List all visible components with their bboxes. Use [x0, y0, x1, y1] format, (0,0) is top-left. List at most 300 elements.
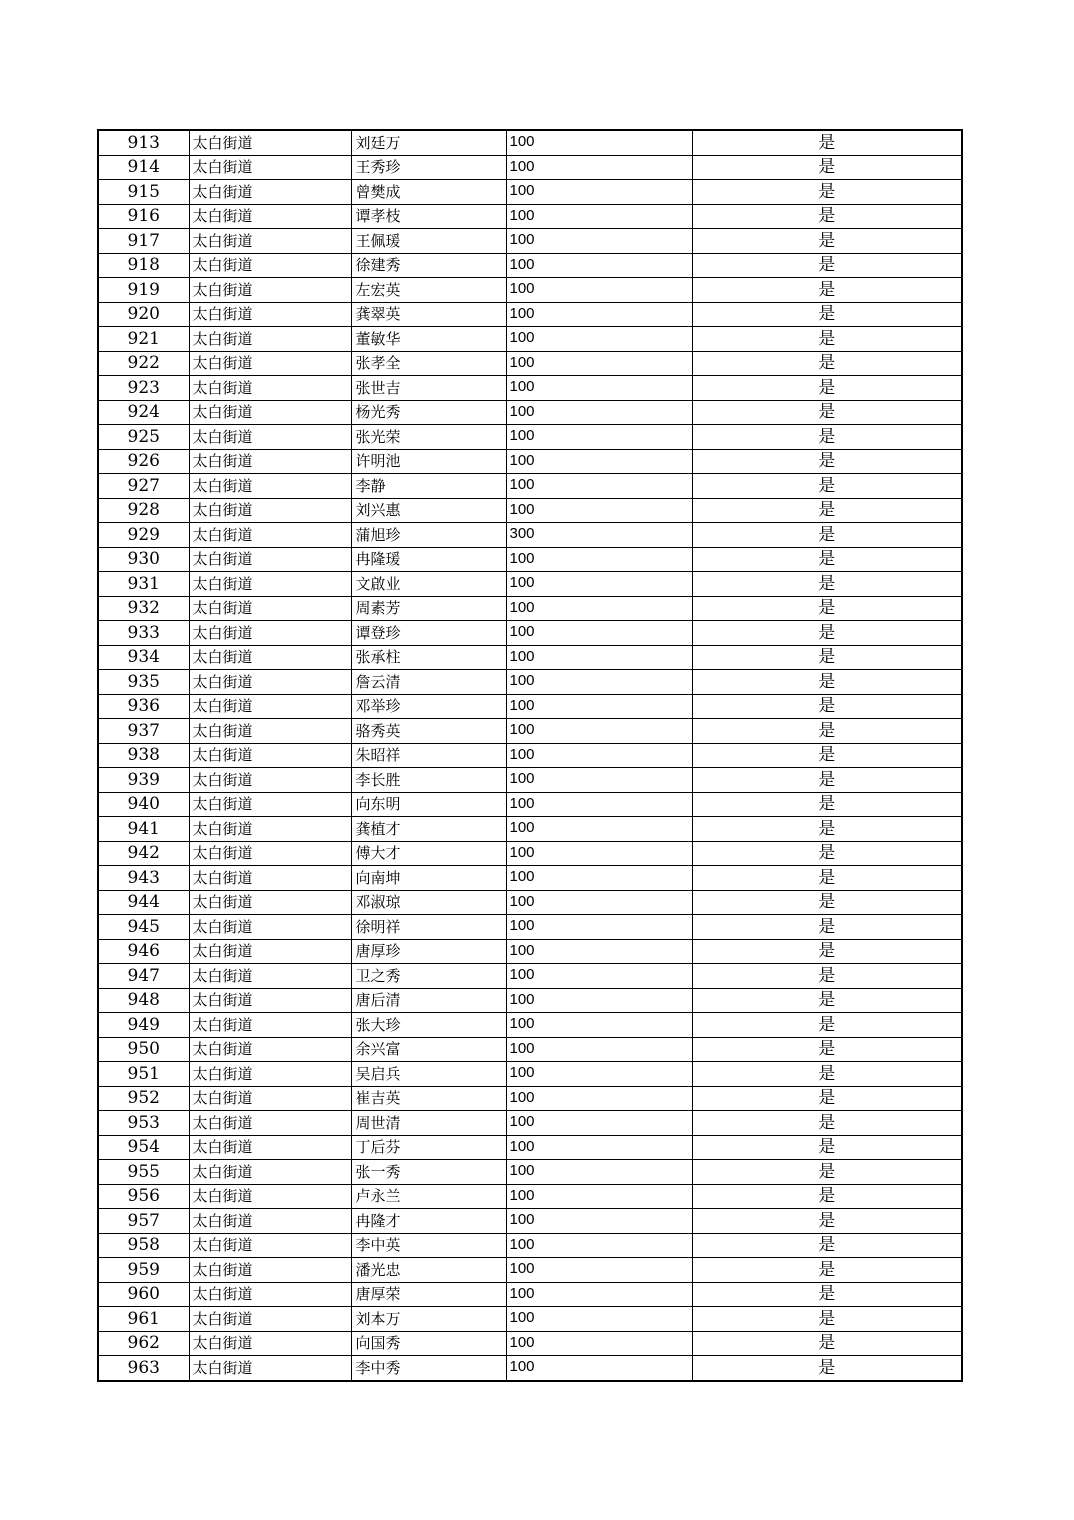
row-number-cell: 917	[98, 229, 189, 254]
street-cell: 太白街道	[189, 645, 351, 670]
name-cell: 崔吉英	[351, 1086, 506, 1111]
street-cell: 太白街道	[189, 572, 351, 597]
street-cell: 太白街道	[189, 180, 351, 205]
name-cell: 傅大才	[351, 841, 506, 866]
table-row	[98, 841, 962, 866]
status-cell: 是	[692, 376, 962, 401]
street-cell: 太白街道	[189, 400, 351, 425]
amount-cell: 100	[506, 425, 692, 450]
amount-cell: 100	[506, 964, 692, 989]
status-cell: 是	[692, 792, 962, 817]
table-row	[98, 939, 962, 964]
table-row	[98, 130, 962, 155]
table-row	[98, 180, 962, 205]
table-row	[98, 719, 962, 744]
name-cell: 王佩瑗	[351, 229, 506, 254]
table-row	[98, 645, 962, 670]
street-cell: 太白街道	[189, 278, 351, 303]
row-number-cell: 928	[98, 498, 189, 523]
table-row	[98, 523, 962, 548]
table-row	[98, 1307, 962, 1332]
name-cell: 李长胜	[351, 768, 506, 793]
amount-cell: 100	[506, 1307, 692, 1332]
street-cell: 太白街道	[189, 596, 351, 621]
row-number-cell: 936	[98, 694, 189, 719]
name-cell: 卫之秀	[351, 964, 506, 989]
table-row	[98, 449, 962, 474]
name-cell: 邓举珍	[351, 694, 506, 719]
street-cell: 太白街道	[189, 743, 351, 768]
table-row	[98, 1111, 962, 1136]
row-number-cell: 944	[98, 890, 189, 915]
name-cell: 王秀珍	[351, 155, 506, 180]
street-cell: 太白街道	[189, 1160, 351, 1185]
street-cell: 太白街道	[189, 474, 351, 499]
name-cell: 周素芳	[351, 596, 506, 621]
table-row	[98, 327, 962, 352]
amount-cell: 100	[506, 621, 692, 646]
street-cell: 太白街道	[189, 449, 351, 474]
name-cell: 吴启兵	[351, 1062, 506, 1087]
row-number-cell: 955	[98, 1160, 189, 1185]
amount-cell: 100	[506, 474, 692, 499]
status-cell: 是	[692, 155, 962, 180]
row-number-cell: 919	[98, 278, 189, 303]
street-cell: 太白街道	[189, 1209, 351, 1234]
amount-cell: 100	[506, 351, 692, 376]
street-cell: 太白街道	[189, 1307, 351, 1332]
status-cell: 是	[692, 694, 962, 719]
table-row	[98, 964, 962, 989]
row-number-cell: 923	[98, 376, 189, 401]
amount-cell: 100	[506, 180, 692, 205]
status-cell: 是	[692, 278, 962, 303]
name-cell: 骆秀英	[351, 719, 506, 744]
row-number-cell: 939	[98, 768, 189, 793]
amount-cell: 100	[506, 1111, 692, 1136]
row-number-cell: 960	[98, 1282, 189, 1307]
table-row	[98, 1258, 962, 1283]
amount-cell: 100	[506, 327, 692, 352]
amount-cell: 100	[506, 1160, 692, 1185]
status-cell: 是	[692, 1037, 962, 1062]
street-cell: 太白街道	[189, 1037, 351, 1062]
row-number-cell: 940	[98, 792, 189, 817]
name-cell: 董敏华	[351, 327, 506, 352]
name-cell: 徐建秀	[351, 253, 506, 278]
amount-cell: 100	[506, 1282, 692, 1307]
status-cell: 是	[692, 1209, 962, 1234]
row-number-cell: 927	[98, 474, 189, 499]
street-cell: 太白街道	[189, 670, 351, 695]
status-cell: 是	[692, 915, 962, 940]
name-cell: 周世清	[351, 1111, 506, 1136]
table-row	[98, 253, 962, 278]
amount-cell: 100	[506, 572, 692, 597]
status-cell: 是	[692, 1111, 962, 1136]
row-number-cell: 934	[98, 645, 189, 670]
street-cell: 太白街道	[189, 1135, 351, 1160]
name-cell: 刘本万	[351, 1307, 506, 1332]
name-cell: 卢永兰	[351, 1184, 506, 1209]
name-cell: 向东明	[351, 792, 506, 817]
status-cell: 是	[692, 719, 962, 744]
table-row	[98, 204, 962, 229]
amount-cell: 100	[506, 817, 692, 842]
status-cell: 是	[692, 1331, 962, 1356]
name-cell: 刘兴惠	[351, 498, 506, 523]
table-row	[98, 792, 962, 817]
amount-cell: 100	[506, 547, 692, 572]
amount-cell: 100	[506, 498, 692, 523]
amount-cell: 100	[506, 670, 692, 695]
name-cell: 文啟业	[351, 572, 506, 597]
table-row	[98, 768, 962, 793]
amount-cell: 100	[506, 1013, 692, 1038]
table-row	[98, 278, 962, 303]
row-number-cell: 958	[98, 1233, 189, 1258]
row-number-cell: 953	[98, 1111, 189, 1136]
street-cell: 太白街道	[189, 988, 351, 1013]
row-number-cell: 952	[98, 1086, 189, 1111]
table-row	[98, 547, 962, 572]
name-cell: 张世吉	[351, 376, 506, 401]
table-row	[98, 890, 962, 915]
table-row	[98, 229, 962, 254]
table-row	[98, 743, 962, 768]
amount-cell: 100	[506, 1184, 692, 1209]
row-number-cell: 935	[98, 670, 189, 695]
amount-cell: 100	[506, 596, 692, 621]
street-cell: 太白街道	[189, 915, 351, 940]
street-cell: 太白街道	[189, 841, 351, 866]
name-cell: 冉隆瑗	[351, 547, 506, 572]
status-cell: 是	[692, 1356, 962, 1381]
name-cell: 詹云清	[351, 670, 506, 695]
name-cell: 冉隆才	[351, 1209, 506, 1234]
amount-cell: 100	[506, 1258, 692, 1283]
street-cell: 太白街道	[189, 1086, 351, 1111]
status-cell: 是	[692, 474, 962, 499]
status-cell: 是	[692, 817, 962, 842]
name-cell: 李静	[351, 474, 506, 499]
table-row	[98, 1356, 962, 1381]
row-number-cell: 942	[98, 841, 189, 866]
row-number-cell: 951	[98, 1062, 189, 1087]
street-cell: 太白街道	[189, 376, 351, 401]
amount-cell: 100	[506, 719, 692, 744]
name-cell: 张孝全	[351, 351, 506, 376]
street-cell: 太白街道	[189, 1282, 351, 1307]
row-number-cell: 925	[98, 425, 189, 450]
name-cell: 李中英	[351, 1233, 506, 1258]
status-cell: 是	[692, 1233, 962, 1258]
status-cell: 是	[692, 1135, 962, 1160]
status-cell: 是	[692, 180, 962, 205]
name-cell: 向南坤	[351, 866, 506, 891]
amount-cell: 100	[506, 376, 692, 401]
row-number-cell: 918	[98, 253, 189, 278]
table-row	[98, 1184, 962, 1209]
street-cell: 太白街道	[189, 890, 351, 915]
status-cell: 是	[692, 939, 962, 964]
table-row	[98, 400, 962, 425]
street-cell: 太白街道	[189, 939, 351, 964]
name-cell: 谭孝枝	[351, 204, 506, 229]
name-cell: 左宏英	[351, 278, 506, 303]
street-cell: 太白街道	[189, 1233, 351, 1258]
amount-cell: 100	[506, 130, 692, 155]
amount-cell: 100	[506, 915, 692, 940]
street-cell: 太白街道	[189, 1013, 351, 1038]
status-cell: 是	[692, 621, 962, 646]
street-cell: 太白街道	[189, 719, 351, 744]
row-number-cell: 914	[98, 155, 189, 180]
street-cell: 太白街道	[189, 1111, 351, 1136]
name-cell: 杨光秀	[351, 400, 506, 425]
street-cell: 太白街道	[189, 1062, 351, 1087]
row-number-cell: 947	[98, 964, 189, 989]
name-cell: 张光荣	[351, 425, 506, 450]
street-cell: 太白街道	[189, 1331, 351, 1356]
table-row	[98, 670, 962, 695]
row-number-cell: 957	[98, 1209, 189, 1234]
status-cell: 是	[692, 743, 962, 768]
table-row	[98, 351, 962, 376]
amount-cell: 100	[506, 841, 692, 866]
status-cell: 是	[692, 768, 962, 793]
status-cell: 是	[692, 400, 962, 425]
table-row	[98, 866, 962, 891]
street-cell: 太白街道	[189, 351, 351, 376]
status-cell: 是	[692, 866, 962, 891]
table-row	[98, 694, 962, 719]
name-cell: 许明池	[351, 449, 506, 474]
name-cell: 徐明祥	[351, 915, 506, 940]
status-cell: 是	[692, 572, 962, 597]
table-row	[98, 425, 962, 450]
row-number-cell: 930	[98, 547, 189, 572]
amount-cell: 100	[506, 1356, 692, 1381]
amount-cell: 100	[506, 743, 692, 768]
street-cell: 太白街道	[189, 425, 351, 450]
amount-cell: 100	[506, 302, 692, 327]
table-body	[98, 130, 962, 1381]
table-row	[98, 572, 962, 597]
name-cell: 唐厚荣	[351, 1282, 506, 1307]
amount-cell: 100	[506, 792, 692, 817]
row-number-cell: 913	[98, 130, 189, 155]
subsidy-table	[97, 129, 963, 1382]
table-row	[98, 498, 962, 523]
name-cell: 李中秀	[351, 1356, 506, 1381]
status-cell: 是	[692, 841, 962, 866]
table-row	[98, 988, 962, 1013]
amount-cell: 100	[506, 1209, 692, 1234]
row-number-cell: 950	[98, 1037, 189, 1062]
street-cell: 太白街道	[189, 327, 351, 352]
amount-cell: 100	[506, 1135, 692, 1160]
table-row	[98, 1160, 962, 1185]
row-number-cell: 920	[98, 302, 189, 327]
status-cell: 是	[692, 890, 962, 915]
name-cell: 刘廷万	[351, 130, 506, 155]
row-number-cell: 956	[98, 1184, 189, 1209]
street-cell: 太白街道	[189, 204, 351, 229]
status-cell: 是	[692, 1086, 962, 1111]
status-cell: 是	[692, 523, 962, 548]
name-cell: 谭登珍	[351, 621, 506, 646]
table-row	[98, 817, 962, 842]
status-cell: 是	[692, 1258, 962, 1283]
name-cell: 曾樊成	[351, 180, 506, 205]
amount-cell: 100	[506, 988, 692, 1013]
street-cell: 太白街道	[189, 253, 351, 278]
amount-cell: 100	[506, 939, 692, 964]
name-cell: 龚翠英	[351, 302, 506, 327]
row-number-cell: 962	[98, 1331, 189, 1356]
row-number-cell: 921	[98, 327, 189, 352]
row-number-cell: 938	[98, 743, 189, 768]
table-row	[98, 1062, 962, 1087]
row-number-cell: 963	[98, 1356, 189, 1381]
name-cell: 张一秀	[351, 1160, 506, 1185]
row-number-cell: 931	[98, 572, 189, 597]
status-cell: 是	[692, 1160, 962, 1185]
street-cell: 太白街道	[189, 1356, 351, 1381]
name-cell: 张承柱	[351, 645, 506, 670]
street-cell: 太白街道	[189, 866, 351, 891]
status-cell: 是	[692, 1062, 962, 1087]
street-cell: 太白街道	[189, 498, 351, 523]
table-row	[98, 474, 962, 499]
amount-cell: 100	[506, 253, 692, 278]
status-cell: 是	[692, 498, 962, 523]
row-number-cell: 922	[98, 351, 189, 376]
status-cell: 是	[692, 988, 962, 1013]
row-number-cell: 949	[98, 1013, 189, 1038]
amount-cell: 100	[506, 694, 692, 719]
row-number-cell: 916	[98, 204, 189, 229]
street-cell: 太白街道	[189, 155, 351, 180]
status-cell: 是	[692, 327, 962, 352]
status-cell: 是	[692, 229, 962, 254]
table-row	[98, 1282, 962, 1307]
amount-cell: 100	[506, 278, 692, 303]
row-number-cell: 943	[98, 866, 189, 891]
status-cell: 是	[692, 1013, 962, 1038]
street-cell: 太白街道	[189, 302, 351, 327]
status-cell: 是	[692, 964, 962, 989]
amount-cell: 100	[506, 449, 692, 474]
name-cell: 蒲旭珍	[351, 523, 506, 548]
row-number-cell: 945	[98, 915, 189, 940]
amount-cell: 100	[506, 1062, 692, 1087]
row-number-cell: 937	[98, 719, 189, 744]
name-cell: 向国秀	[351, 1331, 506, 1356]
table-row	[98, 621, 962, 646]
status-cell: 是	[692, 645, 962, 670]
table-row	[98, 155, 962, 180]
row-number-cell: 954	[98, 1135, 189, 1160]
table-row	[98, 1013, 962, 1038]
street-cell: 太白街道	[189, 130, 351, 155]
status-cell: 是	[692, 547, 962, 572]
status-cell: 是	[692, 302, 962, 327]
status-cell: 是	[692, 1282, 962, 1307]
row-number-cell: 932	[98, 596, 189, 621]
row-number-cell: 926	[98, 449, 189, 474]
table-row	[98, 596, 962, 621]
amount-cell: 100	[506, 400, 692, 425]
street-cell: 太白街道	[189, 547, 351, 572]
table-row	[98, 1135, 962, 1160]
row-number-cell: 941	[98, 817, 189, 842]
status-cell: 是	[692, 204, 962, 229]
name-cell: 潘光忠	[351, 1258, 506, 1283]
name-cell: 余兴富	[351, 1037, 506, 1062]
table-row	[98, 1209, 962, 1234]
amount-cell: 300	[506, 523, 692, 548]
table-row	[98, 1331, 962, 1356]
name-cell: 张大珍	[351, 1013, 506, 1038]
amount-cell: 100	[506, 1331, 692, 1356]
amount-cell: 100	[506, 1037, 692, 1062]
amount-cell: 100	[506, 768, 692, 793]
name-cell: 丁后芬	[351, 1135, 506, 1160]
table-row	[98, 915, 962, 940]
name-cell: 朱昭祥	[351, 743, 506, 768]
status-cell: 是	[692, 596, 962, 621]
table-row	[98, 302, 962, 327]
row-number-cell: 959	[98, 1258, 189, 1283]
amount-cell: 100	[506, 1086, 692, 1111]
table-row	[98, 376, 962, 401]
row-number-cell: 924	[98, 400, 189, 425]
amount-cell: 100	[506, 204, 692, 229]
street-cell: 太白街道	[189, 621, 351, 646]
status-cell: 是	[692, 1307, 962, 1332]
amount-cell: 100	[506, 229, 692, 254]
street-cell: 太白街道	[189, 817, 351, 842]
street-cell: 太白街道	[189, 694, 351, 719]
amount-cell: 100	[506, 645, 692, 670]
row-number-cell: 933	[98, 621, 189, 646]
name-cell: 唐后清	[351, 988, 506, 1013]
status-cell: 是	[692, 130, 962, 155]
row-number-cell: 961	[98, 1307, 189, 1332]
table-row	[98, 1037, 962, 1062]
status-cell: 是	[692, 1184, 962, 1209]
row-number-cell: 946	[98, 939, 189, 964]
amount-cell: 100	[506, 890, 692, 915]
status-cell: 是	[692, 253, 962, 278]
street-cell: 太白街道	[189, 1184, 351, 1209]
street-cell: 太白街道	[189, 1258, 351, 1283]
name-cell: 唐厚珍	[351, 939, 506, 964]
status-cell: 是	[692, 351, 962, 376]
street-cell: 太白街道	[189, 792, 351, 817]
row-number-cell: 915	[98, 180, 189, 205]
status-cell: 是	[692, 449, 962, 474]
table-row	[98, 1233, 962, 1258]
table-row	[98, 1086, 962, 1111]
amount-cell: 100	[506, 1233, 692, 1258]
street-cell: 太白街道	[189, 768, 351, 793]
status-cell: 是	[692, 425, 962, 450]
street-cell: 太白街道	[189, 964, 351, 989]
name-cell: 龚植才	[351, 817, 506, 842]
